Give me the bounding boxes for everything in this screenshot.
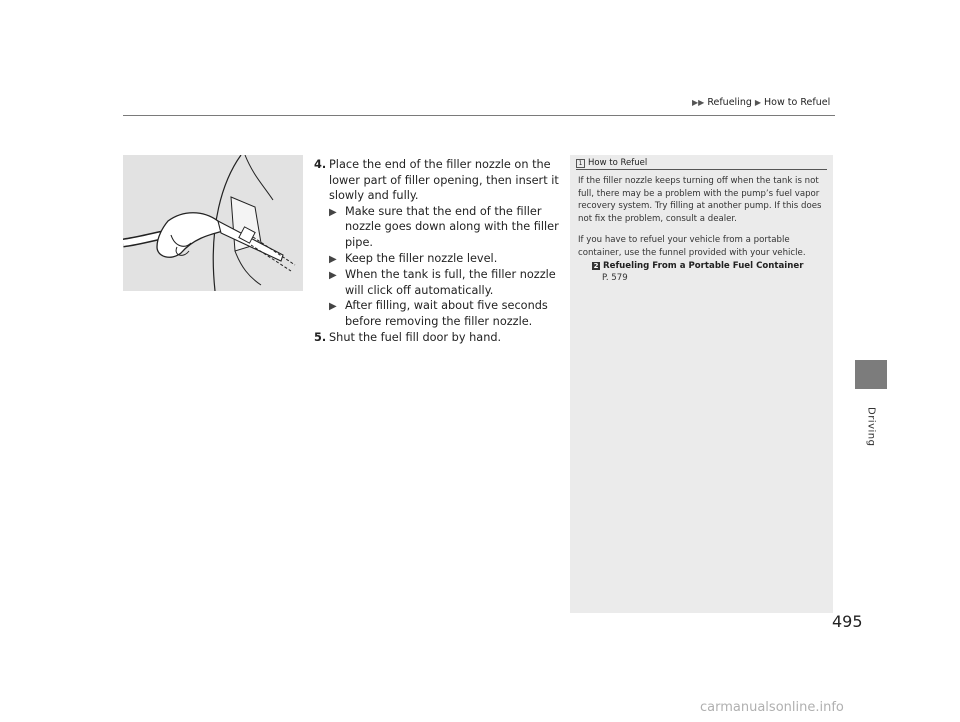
note-paragraph: If you have to refuel your vehicle from a portable container, use the funnel provided with your vehicle. xyxy=(578,235,806,258)
fuel-nozzle-illustration xyxy=(123,155,303,291)
bullet-text: When the tank is full, the filler nozzle will click off automatically. xyxy=(345,268,556,297)
step-number: 5. xyxy=(314,330,327,344)
bullet-text: Keep the filler nozzle level. xyxy=(345,251,498,265)
step-4 xyxy=(314,157,564,204)
arrow-bullet-icon: ▶ xyxy=(329,206,337,218)
step-4-bullet xyxy=(329,204,564,251)
step-text: Place the end of the filler nozzle on the lower part of filler opening, then insert it slowly and fully. xyxy=(329,158,559,203)
note-title: How to Refuel xyxy=(588,158,648,168)
section-tab xyxy=(855,360,887,389)
note-header xyxy=(576,155,827,170)
breadcrumb-item-how-to-refuel[interactable]: How to Refuel xyxy=(764,96,831,108)
step-text: Shut the fuel fill door by hand. xyxy=(329,330,502,344)
breadcrumb-item-refueling[interactable]: Refueling xyxy=(707,96,752,108)
fuel-nozzle-drawing xyxy=(123,155,303,291)
step-4-bullet xyxy=(329,298,564,329)
note-marker-icon: 1 xyxy=(576,159,585,168)
breadcrumb-arrow-icon: ▶ xyxy=(754,97,762,107)
bullet-text: After filling, wait about five seconds before removing the filler nozzle. xyxy=(345,299,548,328)
arrow-bullet-icon: ▶ xyxy=(329,301,337,313)
note-paragraph: If the filler nozzle keeps turning off when the tank is not full, there may be a problem with the pump’s fuel vapor recovery system. Try filling at another pump. If this does not fix the problem, consult a dealer. xyxy=(578,176,822,224)
section-label-text: Driving xyxy=(865,407,877,447)
arrow-bullet-icon: ▶ xyxy=(329,270,337,282)
reference-icon: 2 xyxy=(593,261,599,270)
step-4-bullet xyxy=(329,251,564,268)
step-5 xyxy=(314,330,564,346)
breadcrumb-arrow-icon: ▶▶ xyxy=(692,97,705,107)
note-panel xyxy=(570,155,833,613)
section-label xyxy=(855,398,887,456)
breadcrumb xyxy=(692,95,830,109)
cross-reference-link[interactable] xyxy=(592,260,827,273)
header-rule xyxy=(123,115,835,116)
bullet-text: Make sure that the end of the filler nozzle goes down along with the filler pipe. xyxy=(345,204,559,249)
watermark: carmanualsonline.info xyxy=(700,700,844,715)
note-body xyxy=(570,170,833,285)
refuel-steps xyxy=(314,157,564,345)
reference-title[interactable]: Refueling From a Portable Fuel Container xyxy=(603,260,804,271)
page-number: 495 xyxy=(832,612,863,631)
step-number: 4. xyxy=(314,158,327,171)
reference-page[interactable]: P. 579 xyxy=(602,273,628,284)
step-4-bullet xyxy=(329,267,564,298)
arrow-bullet-icon: ▶ xyxy=(329,253,337,265)
